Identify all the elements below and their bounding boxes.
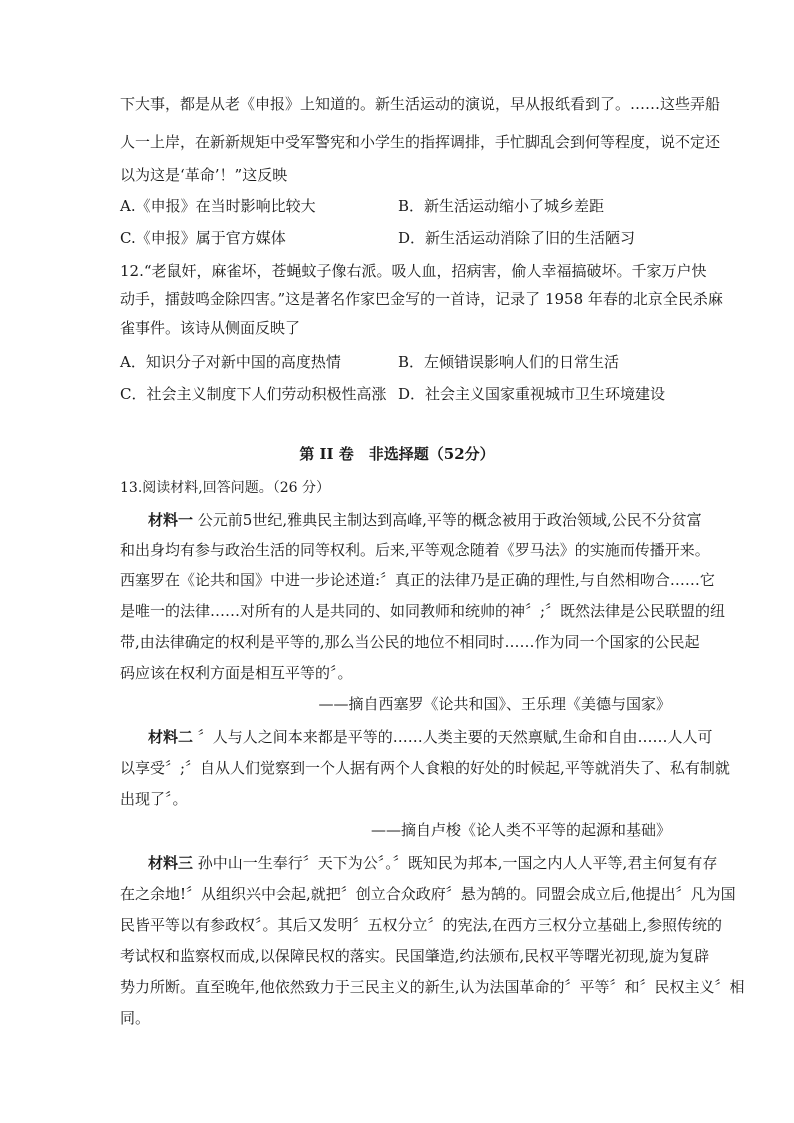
q12-option-c: C．社会主义制度下人们劳动积极性高涨 bbox=[120, 385, 387, 403]
q11-text-line-3: 以为这是‘革命’！”这反映 bbox=[120, 166, 288, 184]
material-2-text-1: 〞人与人之间本来都是平等的……人类主要的天然禀赋,生命和自由……人人可 bbox=[193, 728, 713, 746]
material-1-line-2: 和出身均有参与政治生活的同等权利。后来,平等观念随着《罗马法》的实施而传播开来。 bbox=[120, 541, 710, 559]
material-2-source: ——摘自卢梭《论人类不平等的起源和基础》 bbox=[370, 821, 671, 839]
q11-text-line-1: 下大事，都是从老《申报》上知道的。新生活运动的演说，早从报纸看到了。……这些弄船 bbox=[120, 95, 721, 113]
material-1-line-3: 西塞罗在《论共和国》中进一步论述道:〞真正的法律乃是正确的理性,与自然相吻合……它 bbox=[120, 571, 715, 589]
material-2-line-1 bbox=[148, 727, 713, 747]
q11-option-c: C.《申报》属于官方媒体 bbox=[120, 229, 286, 247]
q12-text-line-2: 动手，擂鼓鸣金除四害。”这是著名作家巴金写的一首诗，记录了 1958 年春的北京全民杀麻 bbox=[120, 290, 723, 308]
material-3-line-6: 同。 bbox=[120, 1009, 151, 1027]
material-1-line-6: 码应该在权利方面是相互平等的〞。 bbox=[120, 664, 353, 682]
q12-option-b: B．左倾错误影响人们的日常生活 bbox=[398, 353, 620, 371]
material-1-line-4: 是唯一的法律……对所有的人是共同的、如同教师和统帅的神〞;〞既然法律是公民联盟的纽 bbox=[120, 602, 726, 620]
material-1-label: 材料一 bbox=[148, 511, 194, 529]
material-3-line-3: 民皆平等以有参政权〞。其后又发明〞五权分立〞的宪法,在西方三权分立基础上,参照传统的 bbox=[120, 916, 723, 934]
material-3-text-1: 孙中山一生奉行〞天下为公〞。〞既知民为邦本,一国之内人人平等,君主何复有存 bbox=[193, 854, 718, 872]
q11-option-b: B．新生活运动缩小了城乡差距 bbox=[398, 197, 605, 215]
q12-option-d: D．社会主义国家重视城市卫生环境建设 bbox=[398, 385, 666, 403]
section-title: 第 II 卷 非选择题（52分） bbox=[299, 445, 495, 463]
material-3-line-4: 考试权和监察权而成,以保障民权的落实。民国肇造,约法颁布,民权平等曙光初现,旋为复辟 bbox=[120, 947, 710, 965]
material-3-line-2: 在之余地!〞从组织兴中会起,就把〞创立合众政府〞悬为鹄的。同盟会成立后,他提出〞凡为国 bbox=[120, 885, 736, 903]
material-1-line-1 bbox=[148, 510, 702, 530]
q11-option-d: D．新生活运动消除了旧的生活陋习 bbox=[398, 229, 636, 247]
material-2-label: 材料二 bbox=[148, 728, 194, 746]
material-1-text-1: 公元前5世纪,雅典民主制达到高峰,平等的概念被用于政治领域,公民不分贫富 bbox=[193, 511, 702, 529]
q12-text-line-3: 雀事件。该诗从侧面反映了 bbox=[120, 319, 301, 337]
q11-option-a: A.《申报》在当时影响比较大 bbox=[120, 197, 316, 215]
q12-option-a: A．知识分子对新中国的高度热情 bbox=[120, 353, 341, 371]
material-2-line-2: 以享受〞;〞自从人们觉察到一个人据有两个人食粮的好处的时候起,平等就消失了、私有制就 bbox=[120, 759, 730, 777]
material-3-label: 材料三 bbox=[148, 854, 194, 872]
q13-heading: 13.阅读材料,回答问题。（26 分） bbox=[120, 480, 330, 496]
material-1-source: ——摘自西塞罗《论共和国》、王乐理《美德与国家》 bbox=[318, 695, 671, 713]
material-1-line-5: 带,由法律确定的权利是平等的,那么当公民的地位不相同时……作为同一个国家的公民起 bbox=[120, 633, 700, 651]
material-3-line-1 bbox=[148, 853, 717, 873]
material-3-line-5: 势力所断。直至晚年,他依然致力于三民主义的新生,认为法国革命的〞平等〞和〞民权主义〞相 bbox=[120, 978, 745, 996]
q11-text-line-2: 人一上岸，在新新规矩中受军警宪和小学生的指挥调排，手忙脚乱会到何等程度，说不定还 bbox=[120, 133, 721, 151]
material-2-line-3: 出现了〞。 bbox=[120, 790, 188, 808]
q12-text-line-1: 12.“老鼠奸，麻雀坏，苍蝇蚊子像右派。吸人血，招病害，偷人幸福搞破坏。千家万户快 bbox=[120, 262, 707, 280]
